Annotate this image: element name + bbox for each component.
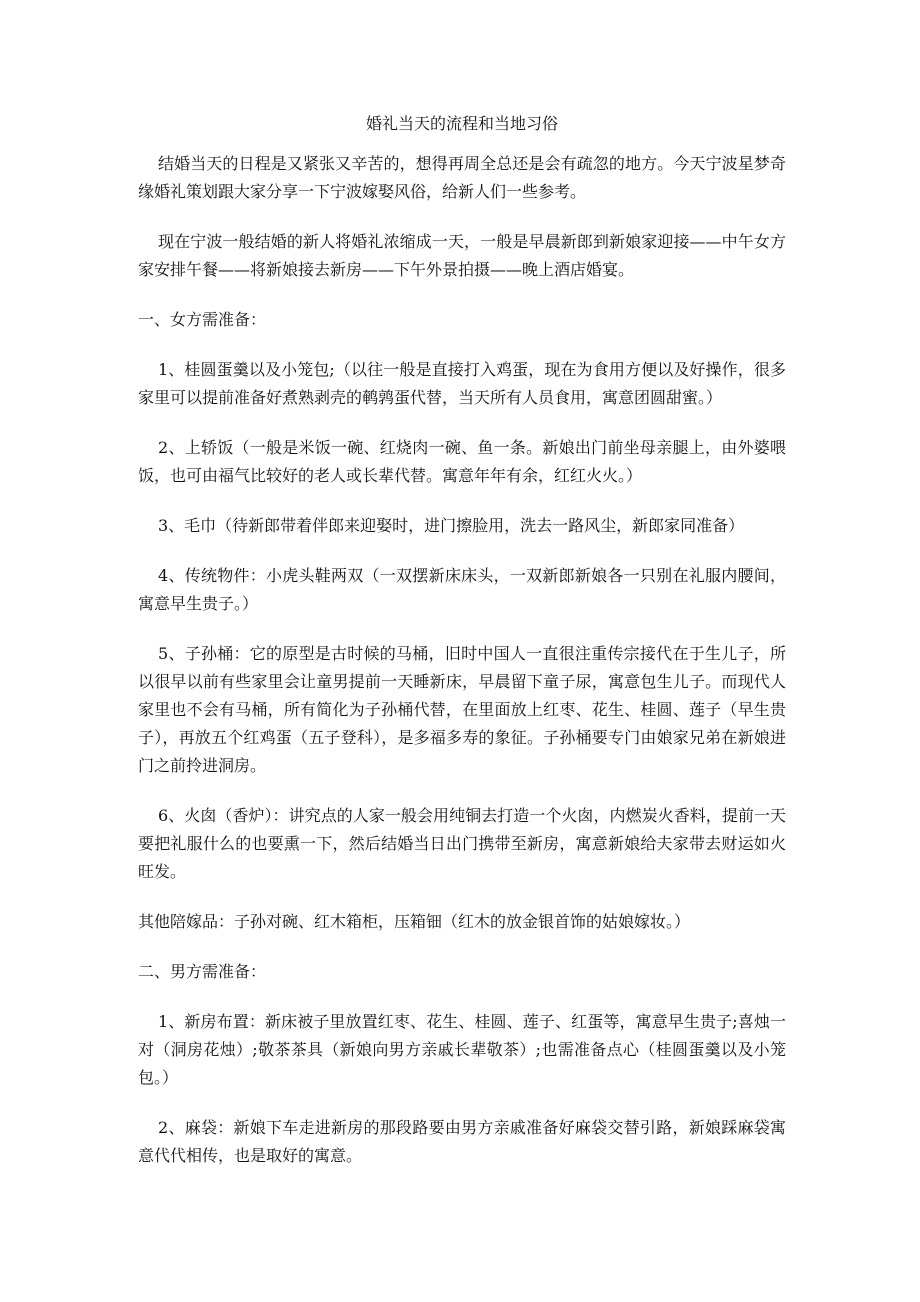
list-item: 4、传统物件：小虎头鞋两双（一双摆新床床头，一双新郎新娘各一只别在礼服内腰间，寓意早生贵子。） bbox=[138, 566, 786, 613]
document-page bbox=[138, 112, 786, 1192]
intro-paragraph: 现在宁波一般结婚的新人将婚礼浓缩成一天，一般是早晨新郎到新娘家迎接——中午女方家安排午餐——将新娘接去新房——下午外景拍摄——晚上酒店婚宴。 bbox=[138, 232, 786, 279]
section-heading-bride: 一、女方需准备： bbox=[138, 310, 267, 329]
list-item: 1、桂圆蛋羹以及小笼包;（以往一般是直接打入鸡蛋，现在为食用方便以及好操作，很多家里可以提前准备好煮熟剥壳的鹌鹑蛋代替，当天所有人员食用，寓意团圆甜蜜。） bbox=[138, 360, 786, 407]
document-title: 婚礼当天的流程和当地习俗 bbox=[365, 114, 558, 133]
other-dowry-paragraph: 其他陪嫁品：子孙对碗、红木箱柜，压箱钿（红木的放金银首饰的姑娘嫁妆。） bbox=[138, 912, 691, 931]
list-item: 3、毛巾（待新郎带着伴郎来迎娶时，进门擦脸用，洗去一路风尘，新郎家同准备） bbox=[158, 516, 745, 535]
list-item: 2、上轿饭（一般是米饭一碗、红烧肉一碗、鱼一条。新娘出门前坐母亲腿上，由外婆喂饭，也可由福气比较好的老人或长辈代替。寓意年年有余，红红火火。） bbox=[138, 438, 786, 485]
list-item: 2、麻袋：新娘下车走进新房的那段路要由男方亲戚准备好麻袋交替引路，新娘踩麻袋寓意代代相传，也是取好的寓意。 bbox=[138, 1118, 786, 1165]
intro-paragraph: 结婚当天的日程是又紧张又辛苦的，想得再周全总还是会有疏忽的地方。今天宁波星梦奇缘婚礼策划跟大家分享一下宁波嫁娶风俗，给新人们一些参考。 bbox=[138, 154, 786, 201]
list-item: 5、子孙桶：它的原型是古时候的马桶，旧时中国人一直很注重传宗接代在于生儿子，所以很早以前有些家里会让童男提前一天睡新床，早晨留下童子尿，寓意包生儿子。而现代人家里也不会有马桶，所有简化为子孙桶代替，在里面放上红枣、花生、桂圆、莲子（早生贵子），再放五个红鸡蛋（五子登科），是多福多寿的象征。子孙桶要专门由娘家兄弟在新娘进门之前拎进洞房。 bbox=[138, 644, 786, 775]
list-item: 1、新房布置：新床被子里放置红枣、花生、桂圆、莲子、红蛋等，寓意早生贵子;喜烛一对（洞房花烛）;敬茶茶具（新娘向男方亲戚长辈敬茶）;也需准备点心（桂圆蛋羹以及小笼包。） bbox=[138, 1012, 786, 1087]
section-heading-groom: 二、男方需准备： bbox=[138, 962, 267, 981]
list-item: 6、火囱（香炉）：讲究点的人家一般会用纯铜去打造一个火囱，内燃炭火香料，提前一天要把礼服什么的也要熏一下，然后结婚当日出门携带至新房，寓意新娘给夫家带去财运如火旺发。 bbox=[138, 806, 786, 881]
